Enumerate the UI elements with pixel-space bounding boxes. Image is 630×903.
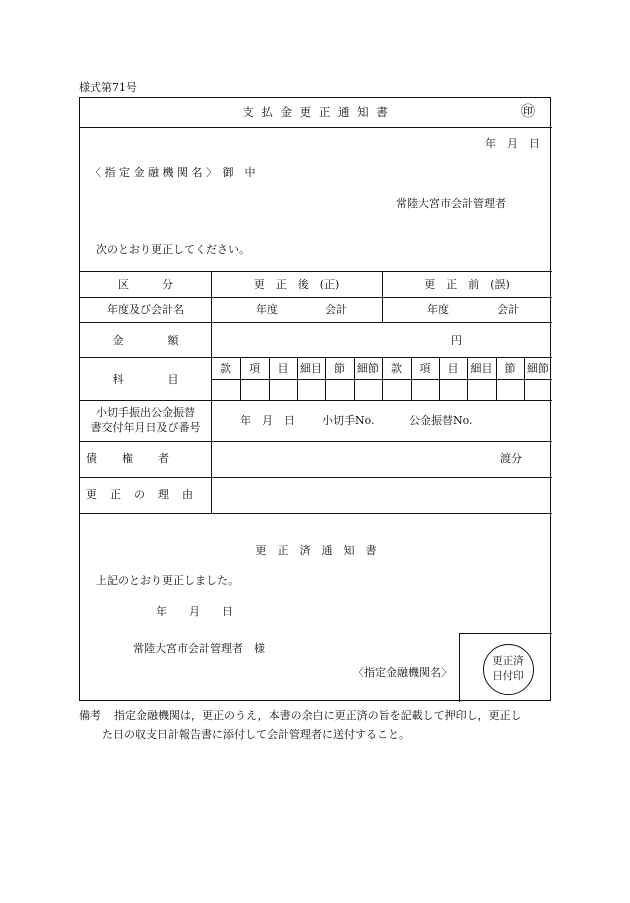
before-correction-header: 更 正 前 (誤) <box>424 278 510 291</box>
payment-correction-form <box>79 97 551 701</box>
divider <box>80 357 552 358</box>
instruction-text: 次のとおり更正してください。 <box>96 243 250 256</box>
note-line1: 指定金融機関は，更正のうえ，本書の余白に更正済の旨を記載して押印し，更正し <box>114 709 522 722</box>
divider <box>80 441 552 442</box>
completion-date: 年 月 日 <box>156 605 233 618</box>
divider <box>80 271 552 272</box>
before-subject-saimoku: 細目 <box>470 362 493 375</box>
divider <box>211 271 212 513</box>
creditor-suffix: 渡分 <box>500 452 522 465</box>
yen-unit: 円 <box>451 334 462 347</box>
before-account-text: 会計 <box>497 303 519 316</box>
form-number: 様式第71号 <box>79 81 137 94</box>
divider <box>80 513 552 514</box>
before-subject-setsu: 節 <box>504 362 516 375</box>
stamp-text-line2: 日付印 <box>492 670 524 682</box>
before-subject-kan: 款 <box>391 362 402 375</box>
after-subject-moku: 目 <box>277 362 289 375</box>
after-correction-header: 更 正 後 (正) <box>253 278 340 291</box>
divider <box>459 633 460 702</box>
check-issue-label-line1: 小切手振出公金振替 <box>96 406 195 419</box>
after-year-text: 年度 <box>256 303 278 316</box>
completion-statement: 上記のとおり更正しました。 <box>96 574 239 587</box>
divider <box>80 297 552 298</box>
creditor-label: 債 権 者 <box>86 452 170 465</box>
fiscal-year-label: 年度及び会計名 <box>107 303 184 316</box>
divider <box>459 633 552 634</box>
divider <box>80 400 552 401</box>
after-subject-kan: 款 <box>220 362 231 375</box>
seal-mark-icon: ㊞ <box>521 104 535 120</box>
issue-date: 年 月 日 <box>485 137 540 150</box>
check-date: 年 月 日 <box>240 414 295 427</box>
stamp-text-line1: 更正済 <box>492 655 524 667</box>
completion-recipient: 常陸大宮市会計管理者 様 <box>133 642 265 655</box>
before-subject-moku: 目 <box>447 362 459 375</box>
after-subject-setsu: 節 <box>334 362 345 375</box>
divider <box>80 322 552 323</box>
before-subject-saisetsu: 細節 <box>527 362 549 375</box>
category-label: 区 分 <box>118 278 173 291</box>
divider <box>80 477 552 478</box>
reason-label: 更 正 の 理 由 <box>86 488 194 501</box>
note-label: 備考 <box>79 709 101 722</box>
check-issue-label-line2: 書交付年月日及び番号 <box>90 421 201 434</box>
after-subject-saimoku: 細目 <box>300 362 322 375</box>
divider <box>80 127 552 128</box>
completion-institution: 〈指定金融機関名〉 <box>353 666 452 679</box>
subject-label: 科 目 <box>112 373 179 386</box>
after-account-text: 会計 <box>325 303 347 316</box>
form-title: 支 払 金 更 正 通 知 書 <box>242 105 390 119</box>
sender: 常陸大宮市会計管理者 <box>396 197 506 210</box>
before-subject-kou: 項 <box>419 362 431 375</box>
after-subject-kou: 項 <box>249 362 260 375</box>
after-subject-saisetsu: 細節 <box>357 362 379 375</box>
check-number: 小切手No. <box>322 414 375 427</box>
completion-title: 更 正 済 通 知 書 <box>255 544 377 557</box>
amount-label: 金 額 <box>112 334 179 347</box>
transfer-number: 公金振替No. <box>409 414 473 427</box>
addressee: 〈 指 定 金 融 機 関 名 〉 御 中 <box>90 166 256 179</box>
before-year-text: 年度 <box>427 303 449 316</box>
note-line2: た日の収支日計報告書に添付して会計管理者に送付すること。 <box>102 728 410 741</box>
